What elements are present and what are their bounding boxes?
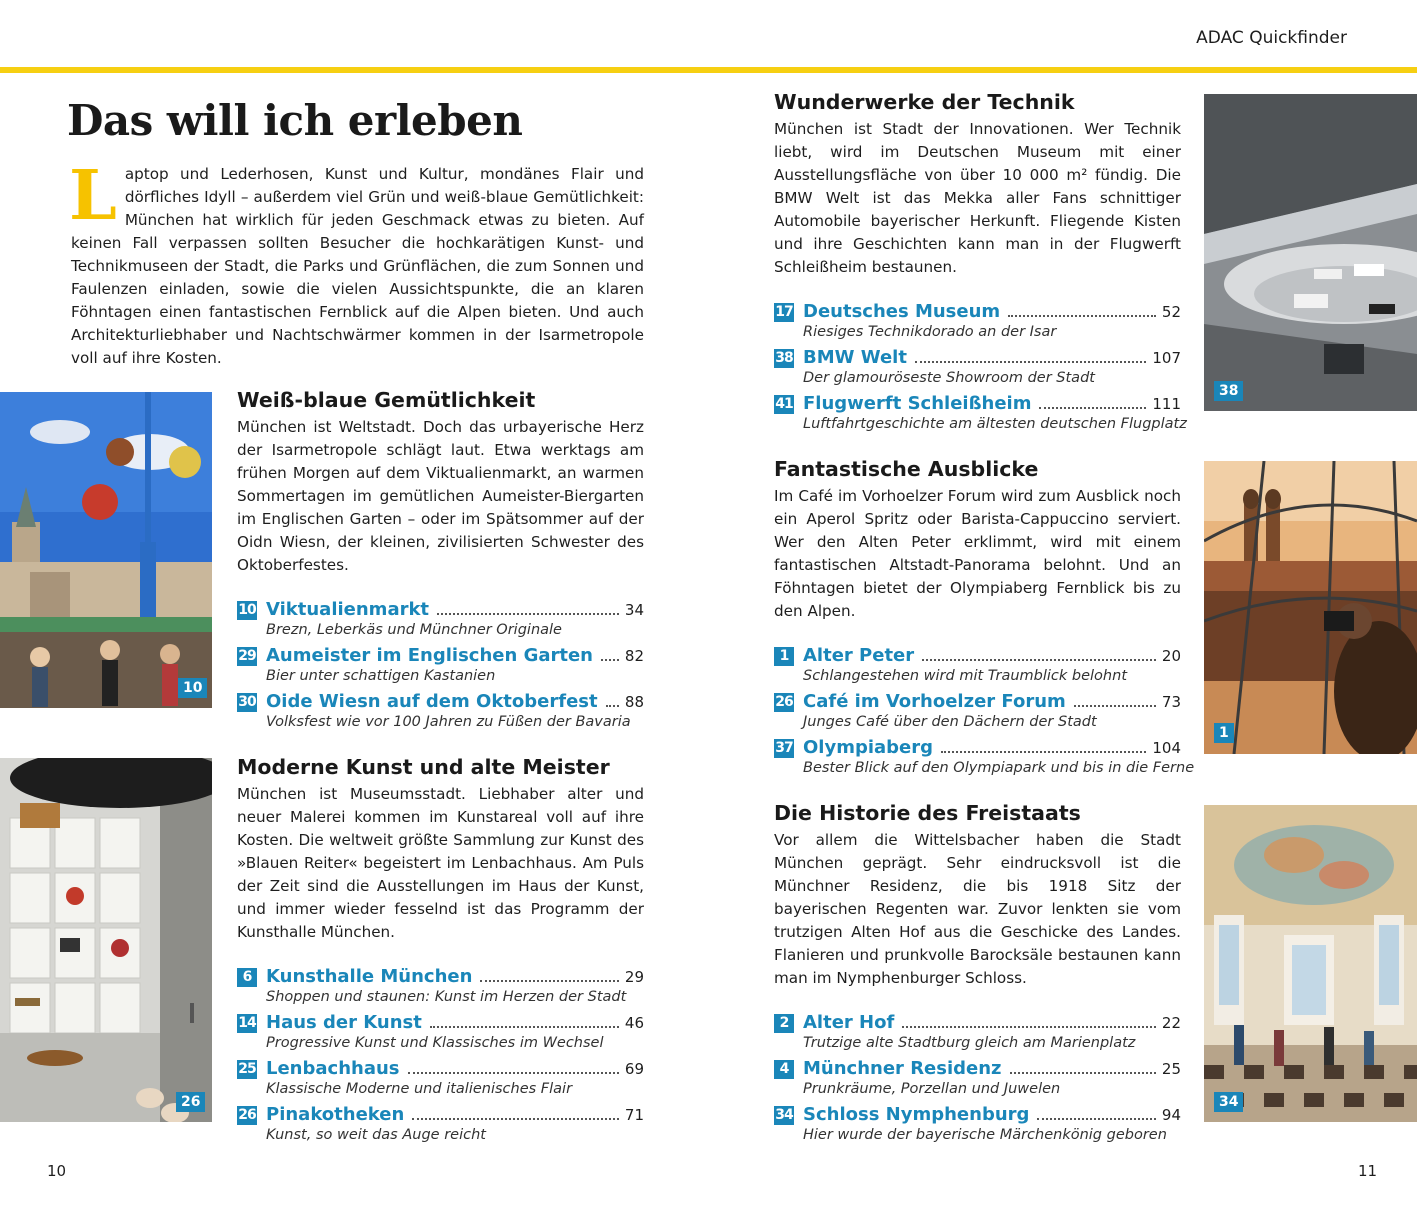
entry-page-number: 104: [1152, 739, 1181, 757]
entry-subtitle: Hier wurde der bayerische Märchenkönig geboren: [803, 1127, 1167, 1143]
entry-page-number: 25: [1161, 1060, 1181, 1078]
leader-dots: [902, 1025, 1156, 1028]
entry-item[interactable]: [774, 645, 1181, 691]
section-title: Wunderwerke der Technik: [774, 90, 1075, 114]
entry-title-link[interactable]: Café im Vorhoelzer Forum: [803, 691, 1066, 712]
entry-title-link[interactable]: Olympiaberg: [803, 737, 934, 758]
entry-page-number: 94: [1161, 1106, 1181, 1124]
entry-subtitle: Junges Café über den Dächern der Stadt: [803, 714, 1097, 730]
entry-number-badge: 38: [775, 350, 793, 366]
entry-number-badge: 29: [238, 648, 256, 664]
entry-list: [237, 966, 644, 1150]
intro-paragraph: [69, 156, 644, 370]
entry-number-badge: 10: [238, 602, 256, 618]
photo-badge: 34: [1214, 1092, 1243, 1112]
entry-page-number: 111: [1152, 395, 1181, 413]
entry-title-link[interactable]: Haus der Kunst: [266, 1012, 422, 1033]
entry-number-badge: 1: [774, 647, 794, 666]
entry-item[interactable]: [774, 1012, 1181, 1058]
entry-page-number: 29: [624, 968, 644, 986]
entry-item[interactable]: [237, 1012, 644, 1058]
section-moderne-kunst: [237, 755, 644, 1150]
entry-item[interactable]: [774, 1058, 1181, 1104]
entry-item[interactable]: [237, 966, 644, 1012]
entry-page-number: 20: [1161, 647, 1181, 665]
entry-item[interactable]: [237, 1104, 644, 1150]
section-title: Die Historie des Freistaats: [774, 801, 1081, 825]
entry-title-link[interactable]: Deutsches Museum: [803, 301, 1001, 322]
entry-item[interactable]: [774, 691, 1181, 737]
entry-number-badge: 17: [775, 304, 793, 320]
photo-badge: 10: [178, 678, 207, 698]
entry-page-number: 71: [624, 1106, 644, 1124]
entry-subtitle: Der glamouröseste Showroom der Stadt: [803, 370, 1095, 386]
entry-item[interactable]: [774, 737, 1195, 783]
entry-number-badge: 14: [238, 1015, 256, 1031]
entry-item[interactable]: [237, 691, 644, 737]
entry-title-link[interactable]: Schloss Nymphenburg: [803, 1104, 1030, 1125]
entry-number-badge: 41: [775, 396, 793, 412]
entry-page-number: 69: [624, 1060, 644, 1078]
entry-title-link[interactable]: BMW Welt: [803, 347, 907, 368]
entry-subtitle: Bier unter schattigen Kastanien: [266, 668, 496, 684]
entry-subtitle: Luftfahrtgeschichte am ältesten deutschen Flugplatz: [803, 416, 1187, 432]
leader-dots: [1010, 1071, 1156, 1074]
entry-item[interactable]: [774, 393, 1187, 439]
entry-title-link[interactable]: Kunsthalle München: [266, 966, 473, 987]
entry-list: [774, 645, 1195, 783]
entry-number-badge: 26: [775, 694, 793, 710]
entry-number-badge: 4: [774, 1060, 794, 1079]
entry-list: [774, 1012, 1181, 1150]
photo-badge: 38: [1214, 381, 1243, 401]
entry-number-badge: 30: [238, 694, 256, 710]
entry-subtitle: Trutzige alte Stadtburg gleich am Marienplatz: [803, 1035, 1136, 1051]
entry-subtitle: Klassische Moderne und italienisches Flair: [266, 1081, 573, 1097]
photo-viktualienmarkt: [0, 392, 212, 708]
entry-number-badge: 6: [237, 968, 257, 987]
header-divider: [0, 67, 1417, 73]
entry-page-number: 46: [624, 1014, 644, 1032]
leader-dots: [606, 704, 619, 707]
section-body: Vor allem die Wittelsbacher haben die Stadt München geprägt. Sehr eindrucksvoll ist die Münchner Residenz, die bis 1918 Sitz der bayerischen Regenten war. Zuvor lenkten sie vom trutzigen Alten Hof aus die Geschicke des Landes. Flanieren und prunkvolle Barocksäle bestaunen kann man im Nymphenburger Schloss.: [774, 831, 1181, 987]
section-title: Moderne Kunst und alte Meister: [237, 755, 610, 779]
page-number-left: 10: [47, 1162, 67, 1180]
photo-badge: 26: [176, 1092, 205, 1112]
leader-dots: [430, 1025, 619, 1028]
entry-subtitle: Progressive Kunst und Klassisches im Wechsel: [266, 1035, 604, 1051]
entry-number-badge: 2: [774, 1014, 794, 1033]
leader-dots: [412, 1117, 619, 1120]
section-technik: [774, 90, 1187, 439]
entry-page-number: 22: [1161, 1014, 1181, 1032]
entry-title-link[interactable]: Lenbachhaus: [266, 1058, 400, 1079]
photo-bmw-welt: [1204, 94, 1417, 411]
leader-dots: [1037, 1117, 1155, 1120]
entry-item[interactable]: [237, 645, 644, 691]
entry-title-link[interactable]: Oide Wiesn auf dem Oktoberfest: [266, 691, 598, 712]
entry-number-badge: 25: [238, 1061, 256, 1077]
photo-kunsthalle: [0, 758, 212, 1122]
entry-subtitle: Volksfest wie vor 100 Jahren zu Füßen der Bavaria: [266, 714, 631, 730]
page-number-right: 11: [1358, 1162, 1378, 1180]
section-ausblicke: [774, 457, 1195, 783]
entry-subtitle: Schlangestehen wird mit Traumblick belohnt: [803, 668, 1127, 684]
section-body: München ist Stadt der Innovationen. Wer Technik liebt, wird im Deutschen Museum mit einer Ausstellungsfläche von über 10 000 m² fündig. Die BMW Welt ist das Mekka aller Fans schnittiger Automobile bayerischer Herkunft. Fliegende Kisten und ihre Geschichten kann man in der Flugwerft Schleißheim bestaunen.: [774, 120, 1181, 276]
section-historie: [774, 801, 1181, 1150]
leader-dots: [922, 658, 1156, 661]
entry-page-number: 82: [624, 647, 644, 665]
photo-nymphenburg: [1204, 805, 1417, 1122]
leader-dots: [601, 658, 619, 661]
leader-dots: [1039, 406, 1146, 409]
leader-dots: [437, 612, 619, 615]
entry-subtitle: Kunst, so weit das Auge reicht: [266, 1127, 486, 1143]
leader-dots: [941, 750, 1146, 753]
leader-dots: [1074, 704, 1156, 707]
leader-dots: [408, 1071, 619, 1074]
section-title: Fantastische Ausblicke: [774, 457, 1039, 481]
entry-subtitle: Brezn, Leberkäs und Münchner Originale: [266, 622, 562, 638]
entry-title-link[interactable]: Münchner Residenz: [803, 1058, 1002, 1079]
intro-dropcap: L: [69, 156, 117, 236]
section-body: München ist Museumsstadt. Liebhaber alter und neuer Malerei kommen im Kunstareal voll auf ihre Kosten. Die weltweit größte Sammlung zur Kunst des »Blauen Reiter« begeistert im Lenbachhaus. Am Puls der Zeit sind die Ausstellungen im Haus der Kunst, und immer wieder fesselnd ist das Programm der Kunsthalle München.: [237, 785, 644, 941]
entry-title-link[interactable]: Alter Hof: [803, 1012, 895, 1033]
entry-page-number: 73: [1161, 693, 1181, 711]
entry-list: [237, 599, 644, 737]
leader-dots: [915, 360, 1146, 363]
entry-page-number: 52: [1161, 303, 1181, 321]
entry-title-link[interactable]: Viktualienmarkt: [266, 599, 430, 620]
section-title: Weiß-blaue Gemütlichkeit: [237, 388, 536, 412]
entry-item[interactable]: [774, 1104, 1181, 1150]
entry-list: [774, 301, 1187, 439]
entry-item[interactable]: [237, 599, 644, 645]
entry-title-link[interactable]: Alter Peter: [803, 645, 915, 666]
entry-title-link[interactable]: Pinakotheken: [266, 1104, 405, 1125]
photo-alter-peter: [1204, 461, 1417, 754]
section-body: München ist Weltstadt. Doch das urbayerische Herz der Isarmetropole schlägt laut. Etwa werktags am frühen Morgen auf dem Viktualienmarkt, an warmen Sommertagen im gemütlichen Aumeister-Biergarten im Englischen Garten – oder im Spätsommer auf der Oidn Wiesn, der kleinen, zivilisierten Schwester des Oktoberfestes.: [237, 418, 644, 574]
entry-item[interactable]: [237, 1058, 644, 1104]
page-title: Das will ich erleben: [67, 96, 523, 145]
entry-number-badge: 34: [775, 1107, 793, 1123]
entry-title-link[interactable]: Flugwerft Schleißheim: [803, 393, 1032, 414]
entry-subtitle: Bester Blick auf den Olympiapark und bis in die Ferne: [803, 760, 1195, 776]
entry-subtitle: Prunkräume, Porzellan und Juwelen: [803, 1081, 1061, 1097]
entry-title-link[interactable]: Aumeister im Englischen Garten: [266, 645, 593, 666]
entry-subtitle: Shoppen und staunen: Kunst im Herzen der Stadt: [266, 989, 627, 1005]
section-weiss-blaue: [237, 388, 644, 737]
leader-dots: [1008, 314, 1156, 317]
entry-number-badge: 26: [238, 1107, 256, 1123]
entry-page-number: 34: [624, 601, 644, 619]
entry-item[interactable]: [774, 301, 1181, 347]
leader-dots: [480, 979, 619, 982]
header-brand: ADAC Quickfinder: [1196, 28, 1347, 48]
entry-subtitle: Riesiges Technikdorado an der Isar: [803, 324, 1057, 340]
photo-badge: 1: [1214, 723, 1234, 743]
entry-page-number: 88: [624, 693, 644, 711]
entry-page-number: 107: [1152, 349, 1181, 367]
entry-item[interactable]: [774, 347, 1181, 393]
section-body: Im Café im Vorhoelzer Forum wird zum Ausblick noch ein Aperol Spritz oder Barista-Cappuccino serviert. Wer den Alten Peter erklimmt, wird mit einem fantastischen Altstadt-Panorama belohnt. Und an Föhntagen bietet der Olympiaberg Fernblick bis zu den Alpen.: [774, 487, 1181, 620]
intro-text: aptop und Lederhosen, Kunst und Kultur, mondänes Flair und dörfliches Idyll – außerdem viel Grün und weiß-blaue Gemütlichkeit: München hat wirklich für jeden Geschmack etwas zu bieten. Auf keinen Fall verpassen sollten Besucher die hochkarätigen Kunst- und Technikmuseen der Stadt, die Parks und Grünflächen, die zum Sonnen und Faulenzen einladen, sowie die vielen Aussichtspunkte, die an klaren Föhntagen einen fantastischen Fernblick auf die Alpen bieten. Und auch Architekturliebhaber und Nachtschwärmer kommen in der Isarmetropole voll auf ihre Kosten.: [71, 165, 644, 367]
entry-number-badge: 37: [775, 740, 793, 756]
